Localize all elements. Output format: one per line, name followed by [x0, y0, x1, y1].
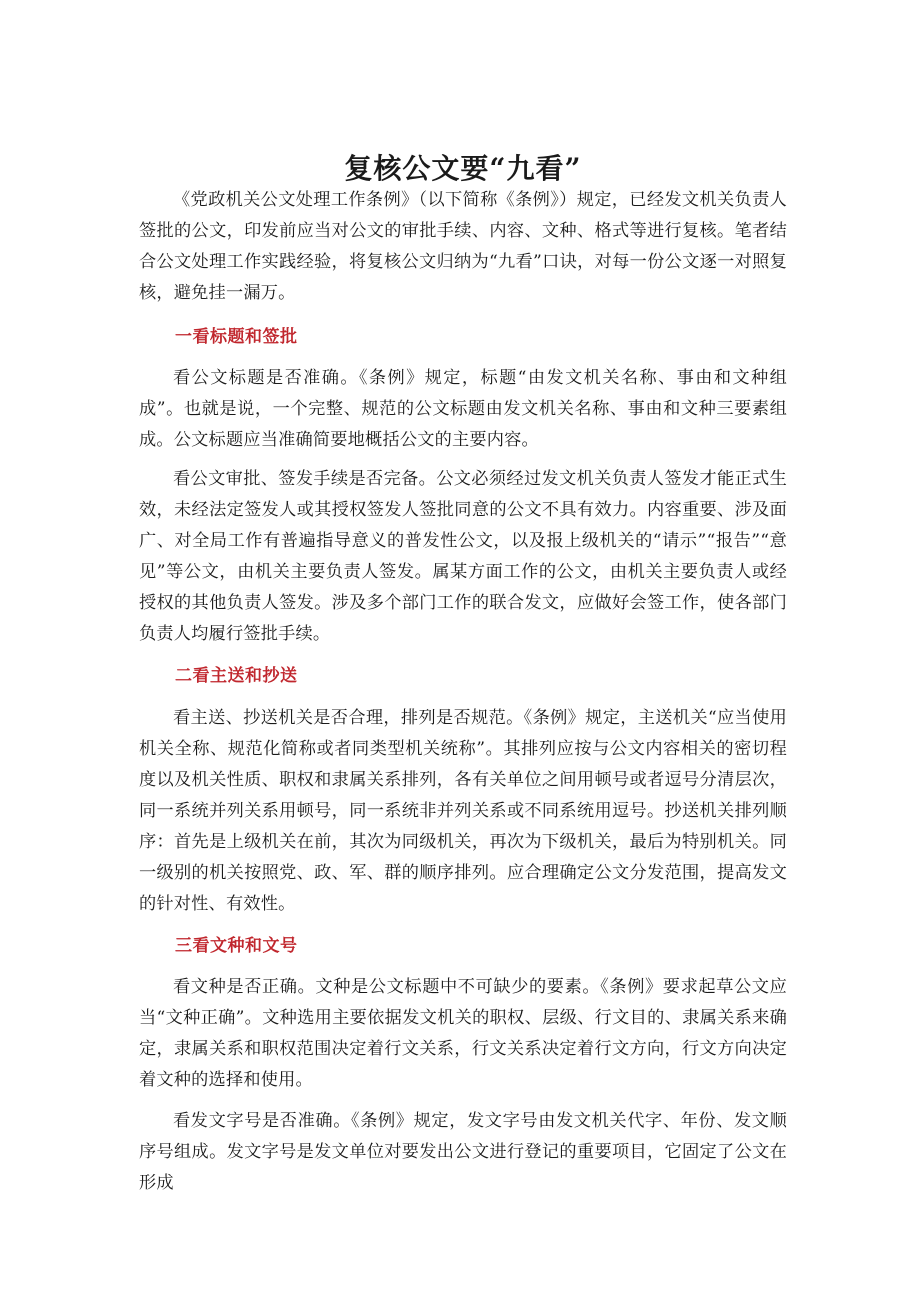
section-3-paragraph-2: 看发文字号是否准确。《条例》规定，发文字号由发文机关代字、年份、发文顺序号组成。发文字号是发文单位对要发出公文进行登记的重要项目，它固定了公文在形成	[139, 1111, 787, 1193]
section-1-paragraph-1: 看公文标题是否准确。《条例》规定，标题“由发文机关名称、事由和文种组成”。也就是说，一个完整、规范的公文标题由发文机关名称、事由和文种三要素组成。公文标题应当准确简要地概括公文的主要内容。	[139, 368, 787, 450]
section-heading-3: 三看文种和文号	[175, 936, 298, 956]
section-heading-2: 二看主送和抄送	[175, 666, 298, 686]
section-heading-1: 一看标题和签批	[175, 327, 298, 347]
section-3-paragraph-1: 看文种是否正确。文种是公文标题中不可缺少的要素。《条例》要求起草公文应当“文种正确”。文种选用主要依据发文机关的职权、层级、行文目的、隶属关系来确定，隶属关系和职权范围决定着行文关系，行文关系决定着行文方向，行文方向决定着文种的选择和使用。	[139, 977, 787, 1090]
document-title: 复核公文要“九看”	[344, 151, 582, 185]
section-2-paragraph-1: 看主送、抄送机关是否合理，排列是否规范。《条例》规定，主送机关“应当使用机关全称、规范化简称或者同类型机关统称”。其排列应按与公文内容相关的密切程度以及机关性质、职权和隶属关系排列，各有关单位之间用顿号或者逗号分清层次，同一系统并列关系用顿号，同一系统非并列关系或不同系统用逗号。抄送机关排列顺序：首先是上级机关在前，其次为同级机关，再次为下级机关，最后为特别机关。同一级别的机关按照党、政、军、群的顺序排列。应合理确定公文分发范围，提高发文的针对性、有效性。	[139, 708, 787, 914]
section-1-paragraph-2: 看公文审批、签发手续是否完备。公文必须经过发文机关负责人签发才能正式生效，未经法定签发人或其授权签发人签批同意的公文不具有效力。内容重要、涉及面广、对全局工作有普遍指导意义的普发性公文，以及报上级机关的“请示”“报告”“意见”等公文，由机关主要负责人签发。属某方面工作的公文，由机关主要负责人或经授权的其他负责人签发。涉及多个部门工作的联合发文，应做好会签工作，使各部门负责人均履行签批手续。	[139, 469, 787, 644]
intro-paragraph: 《党政机关公文处理工作条例》（以下简称《条例》）规定，已经发文机关负责人签批的公文，印发前应当对公文的审批手续、内容、文种、格式等进行复核。笔者结合公文处理工作实践经验，将复核公文归纳为“九看”口诀，对每一份公文逐一对照复核，避免挂一漏万。	[139, 190, 787, 303]
